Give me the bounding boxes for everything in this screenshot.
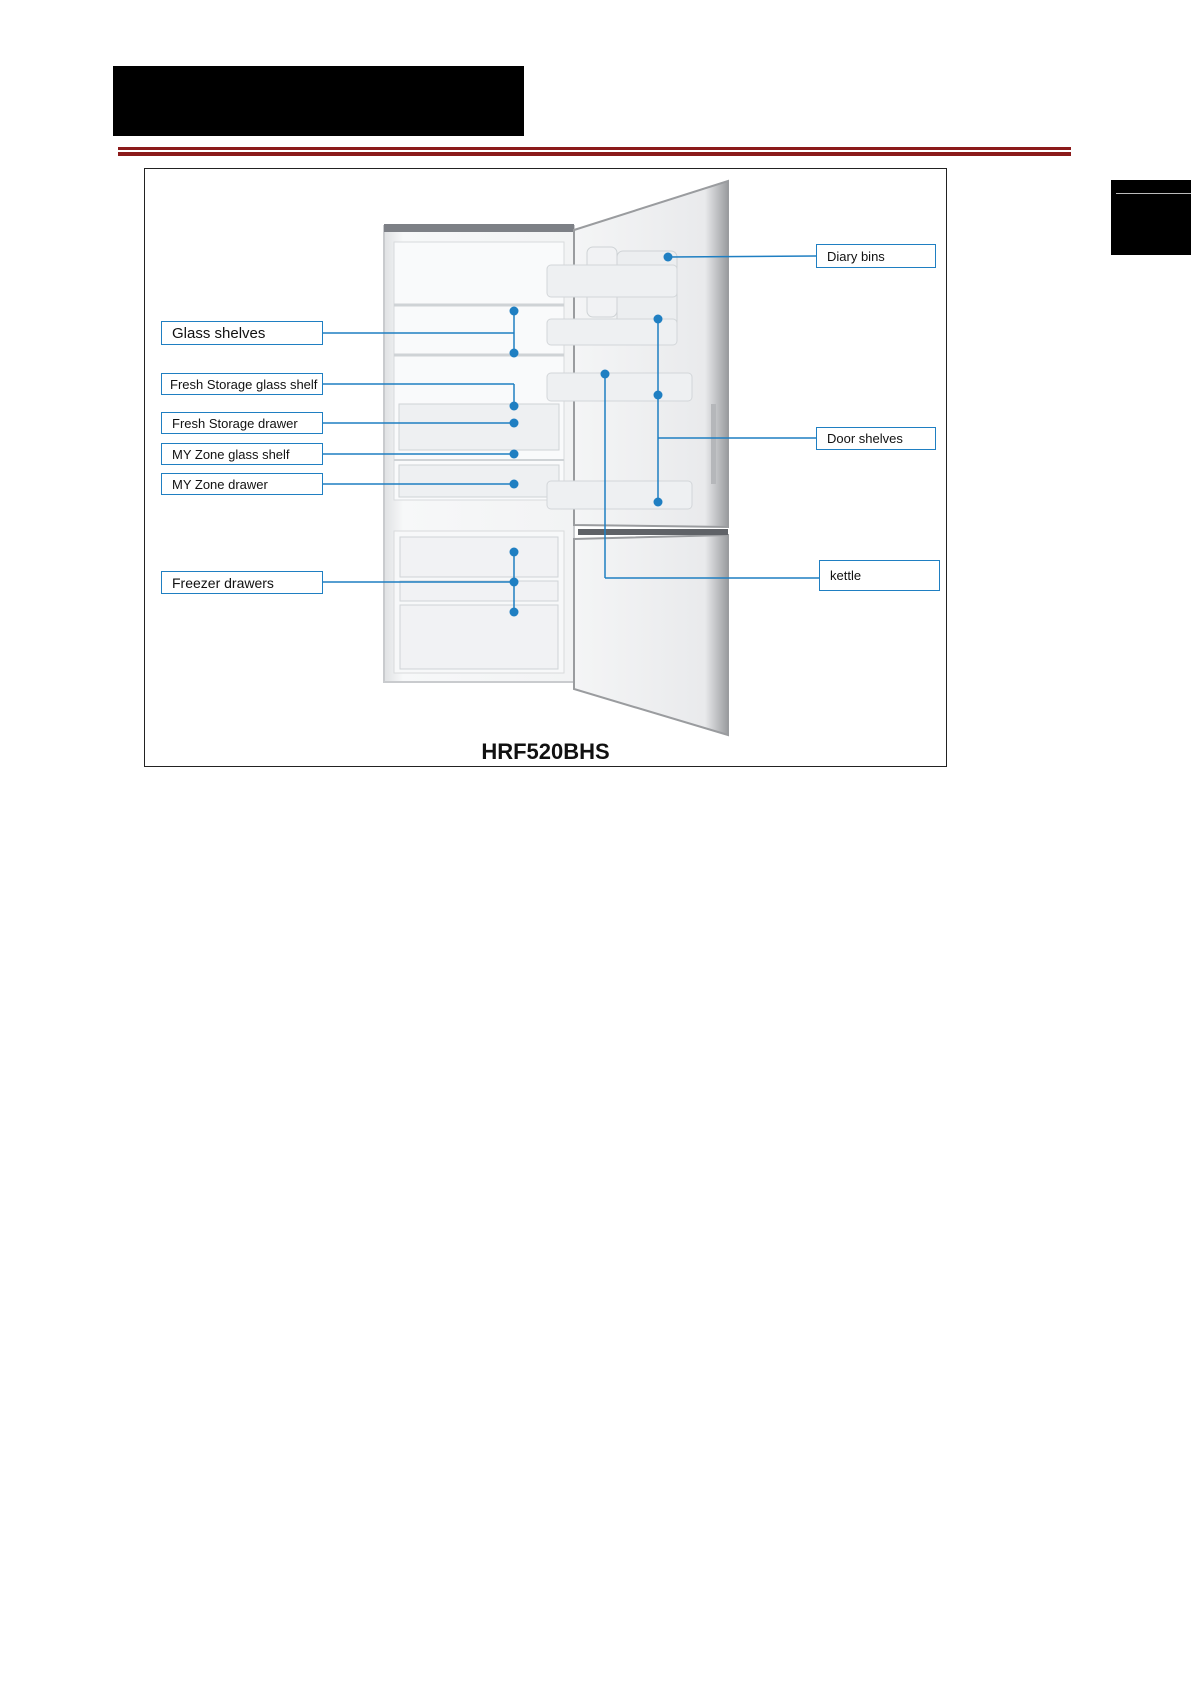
fridge-diagram (144, 168, 947, 767)
section-tab-line (1116, 193, 1191, 194)
label-my-zone-glass-shelf: MY Zone glass shelf (161, 443, 323, 465)
fridge-cabinet (384, 224, 574, 682)
fridge-doors (547, 181, 728, 735)
section-tab (1111, 180, 1191, 255)
label-kettle: kettle (819, 560, 940, 591)
label-fresh-storage-glass-shelf: Fresh Storage glass shelf (161, 373, 323, 395)
header-rule-thick (118, 152, 1071, 156)
label-freezer-drawers: Freezer drawers (161, 571, 323, 594)
label-diary-bins: Diary bins (816, 244, 936, 268)
header-rule (118, 147, 1071, 150)
label-my-zone-drawer: MY Zone drawer (161, 473, 323, 495)
label-door-shelves: Door shelves (816, 427, 936, 450)
label-fresh-storage-drawer: Fresh Storage drawer (161, 412, 323, 434)
model-caption: HRF520BHS (481, 739, 610, 764)
header-title-block (113, 66, 524, 136)
label-glass-shelves: Glass shelves (161, 321, 323, 345)
